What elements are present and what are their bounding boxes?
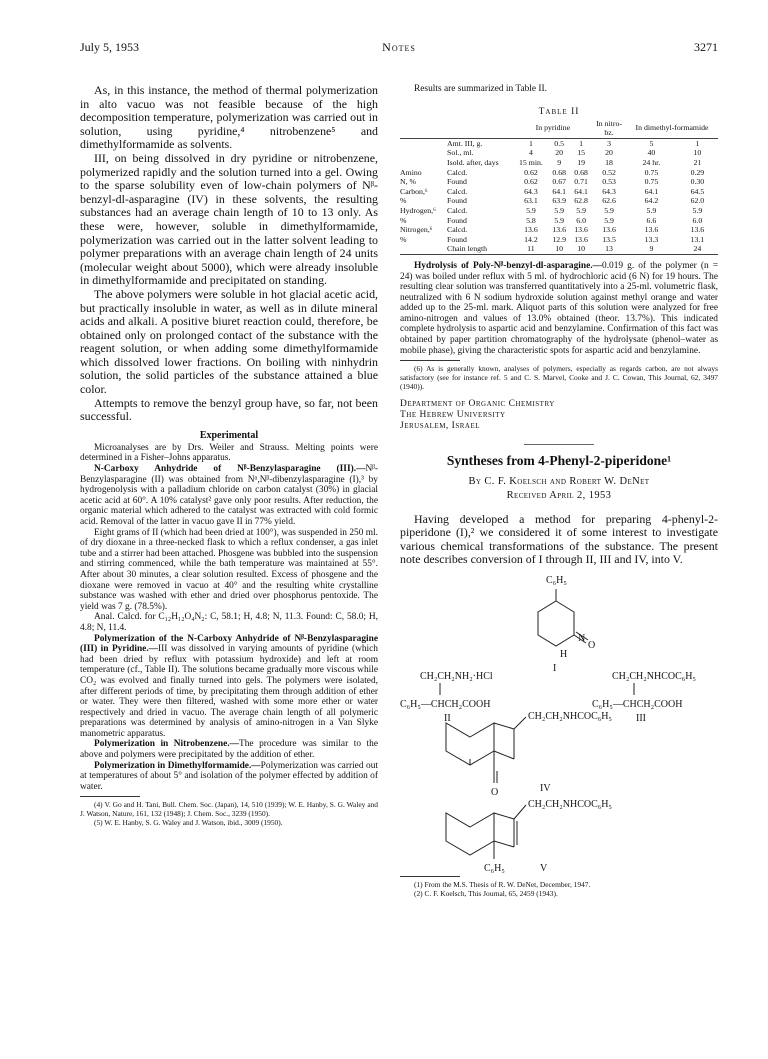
structure-text: C₆H₅—CHCH₂COOH [592, 699, 683, 711]
row-label: Isold. after, days [447, 157, 499, 167]
table-ii [400, 119, 718, 255]
table-cell: 0.75 [644, 177, 659, 187]
table-row [400, 235, 718, 245]
run-in-heading: N-Carboxy Anhydride of Nᵝ-Benzylasparagine (III).— [94, 464, 366, 475]
table-cell: 13.1 [690, 234, 705, 244]
affiliation-line: Jerusalem, Israel [400, 420, 481, 431]
table-row [400, 158, 718, 168]
table-cell: 40 [647, 148, 656, 158]
table-cell: 13.6 [574, 234, 588, 244]
table-cell: 3 [607, 138, 612, 148]
table-cell: 10 [555, 244, 564, 254]
table-cell: 18 [605, 157, 613, 167]
row-group-label: Carbon,⁶ [400, 186, 428, 196]
table-cell: 1 [528, 138, 533, 148]
table-cell: 64.5 [690, 186, 705, 196]
table-cell: 0.52 [602, 167, 616, 177]
table-cell: 4 [528, 148, 533, 158]
footnote-rule [400, 360, 460, 361]
structure-atom: N [578, 633, 586, 645]
chemical-structures [400, 569, 718, 874]
table-cell: 0.68 [552, 167, 566, 177]
table-cell: 5.9 [526, 205, 536, 215]
paragraph [80, 634, 378, 740]
table-cell: 0.67 [552, 177, 566, 187]
table-cell: 12.9 [552, 234, 566, 244]
paragraph: Microanalyses are by Drs. Weiler and Strauss. Melting points were determined in a Fisher–Johns apparatus. [80, 442, 378, 464]
header-section: Notes [382, 40, 416, 54]
table-cell: 9 [649, 244, 654, 254]
row-label: Found [447, 215, 467, 225]
table-cell: 1 [695, 138, 700, 148]
run-in-heading: Polymerization of the N-Carboxy Anhydride of Nᵝ-Benzylasparagine (III) in Pyridine.— [80, 633, 378, 655]
structure-text: CH₂CH₂NH₂·HCl [420, 671, 493, 683]
table-title: Table II [538, 106, 580, 117]
paragraph-text: III was dissolved in varying amounts of pyridine (which had been dried by reflux with potassium hydroxide) and left at room temperature (cf., Table II). The solutions became gradually more viscous while CO₂ was evolved and finally turned into gels. The polymers were isolated, after different periods of time, by precipitating them through addition of ether or water. They were then filtered, washed with some more ether or water respectively and dried in vacuo. The average chain length of all polymeric preparations was determined by analysis of amino-nitrogen in a Van Slyke manometric apparatus. [80, 644, 378, 739]
row-label: Found [447, 234, 467, 244]
structure-substituent: C₆H₅ [546, 575, 567, 587]
paragraph: Results are summarized in Table II. [414, 84, 547, 94]
table-cell: 13.6 [602, 225, 616, 235]
column-header-dmf: In dimethyl-formamide [635, 123, 709, 133]
left-column [80, 84, 378, 827]
row-label: Calcd. [447, 205, 468, 215]
affiliation-line: The Hebrew University [400, 410, 506, 421]
column-header-nitrobenzene: In nitro-bz. [596, 118, 622, 138]
paragraph: The above polymers were soluble in hot glacial acetic acid, but practically insoluble in water, as well as in dilute mineral acids and alkali. A positive biuret reaction could, therefore, be obtained only on prolonged contact of the substance with the reagent solution, or when adding some dimethylformamide which dissolved lower fractions. On boiling with ninhydrin solution, the solid particles of the substance attained a blue color. [80, 286, 378, 397]
paragraph-text: Nᵝ-Benzylasparagine (II) was obtained from Nᵅ,Nᵝ-dibenzylasparagine (I),³ by hydrogenolysis with a palladium chloride on carbon catalyst (30%) in glacial acetic acid at 60°. A 10% catalyst² gave only poor results. After reduction, the organic material which adhered to the catalyst was extracted with cold formic acid. Removal of the latter in vacuo gave II in 77% yield. [80, 464, 378, 527]
table-cell: 6.0 [576, 215, 586, 225]
table-cell: 0.71 [574, 177, 588, 187]
row-label: Calcd. [447, 225, 468, 235]
table-cell: 64.3 [524, 186, 538, 196]
table-cell: 0.5 [554, 138, 565, 148]
analysis-line: Anal. Calcd. for C₁₂H₁₂O₄N₂: C, 58.1; H, 4.8; N, 11.3. Found: C, 58.0; H, 4.8; N, 11.4. [80, 612, 378, 633]
footnote: (5) W. E. Hanby, S. G. Waley and J. Watson, ibid., 3009 (1950). [94, 818, 283, 828]
table-cell: 6.6 [646, 215, 657, 225]
table-cell: 64.3 [602, 186, 616, 196]
paragraph-text: Polymerization was carried out at temperatures of about 5° and isolation of the polymer effected by addition of water. [80, 760, 379, 792]
affiliation [400, 399, 718, 431]
table-cell: 15 [577, 148, 585, 158]
row-label: Found [447, 177, 467, 187]
structure-text: CH₂CH₂NHCOC₆H₅ [528, 799, 612, 811]
table-cell: 19 [577, 157, 585, 167]
table-body [400, 138, 718, 254]
table-cell: 5.9 [576, 205, 586, 215]
table-row [400, 187, 718, 197]
table-cell: 5.9 [646, 205, 657, 215]
structure-atom: O [588, 640, 596, 652]
paragraph: Eight grams of II (which had been dried at 100°), was suspended in 250 ml. of dry dioxane in a three-necked flask to which a reflux condenser, a gas inlet tube and a stirrer had been attached. Phosgene was bubbled into the suspension and stirring commenced, while the bath temperature was maintained at 55°. After about 30 minutes, a clear solution resulted. Excess of phosgene and the dioxane were removed in vacuo at 40° and the resulting white crystalline substance was washed with ether and dried over phosphorus pentoxide. The yield was 7 g. (78.5%). [80, 527, 378, 612]
table-cell: 21 [693, 157, 702, 167]
paragraph [80, 464, 378, 528]
row-label: Chain length [447, 244, 488, 254]
row-group-label: N, % [400, 177, 417, 187]
paragraph: Attempts to remove the benzyl group have, so far, not been successful. [80, 395, 378, 424]
structure-label: I [553, 663, 557, 675]
paragraph [400, 261, 718, 356]
paragraph: As, in this instance, the method of thermal polymerization in alto vacuo was not feasible because of the high decomposition temperature, polymerization was carried out in solution, using pyridine,⁴ nitrobenzene⁵ and dimethylformamide as solvents. [80, 83, 378, 152]
structure-label: II [444, 713, 451, 725]
table-cell: 13.6 [524, 225, 538, 235]
table-row [400, 244, 718, 254]
paragraph [80, 761, 378, 793]
footnote-rule [400, 876, 460, 877]
table-row [400, 216, 718, 226]
right-column [400, 84, 718, 898]
table-cell: 5.9 [604, 215, 614, 225]
footnote: (6) As is generally known, analyses of polymers, especially as regards carbon, are not always satisfactory (see for instance ref. 5 and C. S. Marvel, Cooke and J. C. Cowan, This Journal, 62, 3497 (1940)). [400, 364, 718, 392]
table-cell: 0.30 [690, 177, 705, 187]
row-label: Found [447, 196, 467, 206]
footnote-rule [80, 796, 140, 797]
row-label: Sol., ml. [447, 148, 474, 158]
column-header-pyridine: In pyridine [535, 123, 571, 133]
experimental-heading: Experimental [199, 429, 259, 441]
structure-label: III [636, 713, 646, 725]
affiliation-line: Department of Organic Chemistry [400, 399, 555, 410]
table-cell: 5.9 [604, 205, 614, 215]
run-in-heading: Hydrolysis of Poly-Nᵝ-benzyl-dl-asparagine.— [414, 260, 602, 271]
row-group-label [400, 138, 447, 148]
table-cell: 11 [527, 244, 535, 254]
row-group-label: % [400, 196, 407, 206]
table-cell: 24 [693, 244, 702, 254]
structure-label: V [540, 863, 548, 875]
table-cell: 0.68 [574, 167, 588, 177]
table-cell: 64.2 [644, 196, 659, 206]
table-row [400, 225, 718, 235]
table-cell: 62.6 [602, 196, 616, 206]
table-cell: 5.8 [526, 215, 536, 225]
table-cell: 0.62 [524, 177, 538, 187]
paragraph: Having developed a method for preparing 4-phenyl-2-piperidone (I),² we considered it of some interest to investigate various chemical transformations of the substance. The present note describes conversion of I through II, III and IV, into V. [400, 511, 718, 567]
row-label: Calcd. [447, 167, 468, 177]
table-cell: 13.5 [602, 234, 616, 244]
paragraph-text: The procedure was similar to the above and polymers were precipitated by the addition of ether. [80, 739, 378, 761]
table-row [400, 168, 718, 178]
paragraph [80, 739, 378, 760]
table-cell: 1 [579, 138, 584, 148]
table-cell: 15 min. [519, 157, 543, 167]
structure-atom: O [491, 787, 499, 799]
footnote: (4) V. Go and H. Tani, Bull. Chem. Soc. (Japan), 14, 510 (1939); W. E. Hanby, S. G. Waley and J. Watson, Nature, 161, 132 (1948); J. Chem. Soc., 3239 (1950). [80, 800, 378, 819]
footnote: (2) C. F. Koelsch, This Journal, 65, 2459 (1943). [414, 889, 558, 899]
row-group-label: Nitrogen,⁶ [400, 225, 433, 235]
table-cell: 0.53 [602, 177, 616, 187]
header-date: July 5, 1953 [80, 40, 140, 54]
table-cell: 20 [605, 148, 613, 158]
table-row [400, 177, 718, 187]
table-cell: 6.0 [692, 215, 703, 225]
table-cell: 13.3 [644, 234, 659, 244]
table-cell: 64.1 [552, 186, 566, 196]
row-label: Amt. III, g. [447, 138, 483, 148]
row-group-label: % [400, 215, 407, 225]
table-row [400, 196, 718, 206]
table-cell: 5.9 [554, 205, 565, 215]
structure-text: C₆H₅—CHCH₂COOH [400, 699, 491, 711]
row-label: Calcd. [447, 186, 468, 196]
table-cell: 13.6 [552, 225, 566, 235]
article-title: Syntheses from 4-Phenyl-2-piperidone¹ [446, 452, 672, 468]
table-cell: 63.9 [552, 196, 566, 206]
table-row [400, 206, 718, 216]
table-row [400, 148, 718, 158]
table-cell: 62.8 [574, 196, 588, 206]
table-cell: 64.1 [644, 186, 659, 196]
article-authors: By C. F. Koelsch and Robert W. DeNet [468, 475, 650, 487]
row-group-label: % [400, 234, 407, 244]
run-in-heading: Polymerization in Nitrobenzene.— [94, 739, 239, 750]
structure-label: IV [540, 783, 551, 795]
received-date: Received April 2, 1953 [506, 489, 612, 501]
table-cell: 14.2 [524, 234, 538, 244]
table-cell: 62.0 [690, 196, 705, 206]
table-cell: 5 [649, 138, 654, 148]
section-divider [524, 444, 594, 445]
table-cell: 10 [577, 244, 585, 254]
row-group-label: Hydrogen,⁶ [400, 205, 436, 215]
row-group-label [400, 158, 447, 168]
row-group-label: Amino [400, 167, 422, 177]
table-cell: 64.1 [574, 186, 588, 196]
table-cell: 20 [555, 148, 564, 158]
table-cell: 0.29 [690, 167, 705, 177]
paragraph-text: 0.019 g. of the polymer (n = 24) was boiled under reflux with 5 ml. of hydrochloric acid (6 N) for 19 hours. The resulting clear solution was transferred quantitatively into a 25-ml. volumetric flask, neutralized with 6 N sodium hydroxide solution against methyl orange and water added up to the 25-ml. mark. Aliquot parts of this solution were analyzed for free amino-nitrogen and values of 13.0% obtained (theor. 13.7%). This indicated complete hydrolysis to aspartic acid and benzylamine. Confirmation of this fact was obtained by paper partition chromatography of the hydrolysate (phenol–water as mobile phase), giving the characteristic spots for aspartic acid and benzylamine. [400, 260, 718, 356]
table-cell: 10 [693, 148, 702, 158]
table-cell: 5.9 [554, 215, 565, 225]
table-cell: 13.6 [644, 225, 659, 235]
table-cell: 0.75 [644, 167, 659, 177]
structure-text: CH₂CH₂NHCOC₆H₅ [612, 671, 696, 683]
paragraph: III, on being dissolved in dry pyridine or nitrobenzene, polymerized rapidly and the solution turned into a gel. Owing to the sparse solubility even of low-chain polymers of Nᵝ-benzyl-dl-asparagine (IV) in these solvents, the resulting substances had an average chain length of 10 to 13 only. As these were, however, soluble in dimethylformamide, polymerization was carried out in the latter solvent leading to polymer preparations with an average chain length of 24 units (molecular weight about 5000), which were already insoluble in dimethylformamide and precipitated on standing. [80, 150, 378, 288]
page-header [80, 40, 718, 56]
table-row [400, 138, 718, 148]
table-cell: 63.1 [524, 196, 538, 206]
structure-atom: H [560, 649, 568, 661]
table-cell: 9 [557, 157, 562, 167]
run-in-heading: Polymerization in Dimethylformamide.— [94, 760, 261, 771]
row-group-label [400, 244, 447, 254]
header-page-number: 3271 [694, 40, 718, 54]
table-cell: 13 [605, 244, 613, 254]
table-cell: 13.6 [574, 225, 588, 235]
table-cell: 0.62 [524, 167, 538, 177]
row-group-label [400, 148, 447, 158]
table-cell: 5.9 [692, 205, 703, 215]
structure-substituent: C₆H₅ [484, 863, 505, 875]
footnote: (1) From the M.S. Thesis of R. W. DeNet, December, 1947. [414, 880, 591, 890]
structure-text: CH₂CH₂NHCOC₆H₅ [528, 711, 612, 723]
table-cell: 24 hr. [642, 157, 661, 167]
table-cell: 13.6 [690, 225, 705, 235]
